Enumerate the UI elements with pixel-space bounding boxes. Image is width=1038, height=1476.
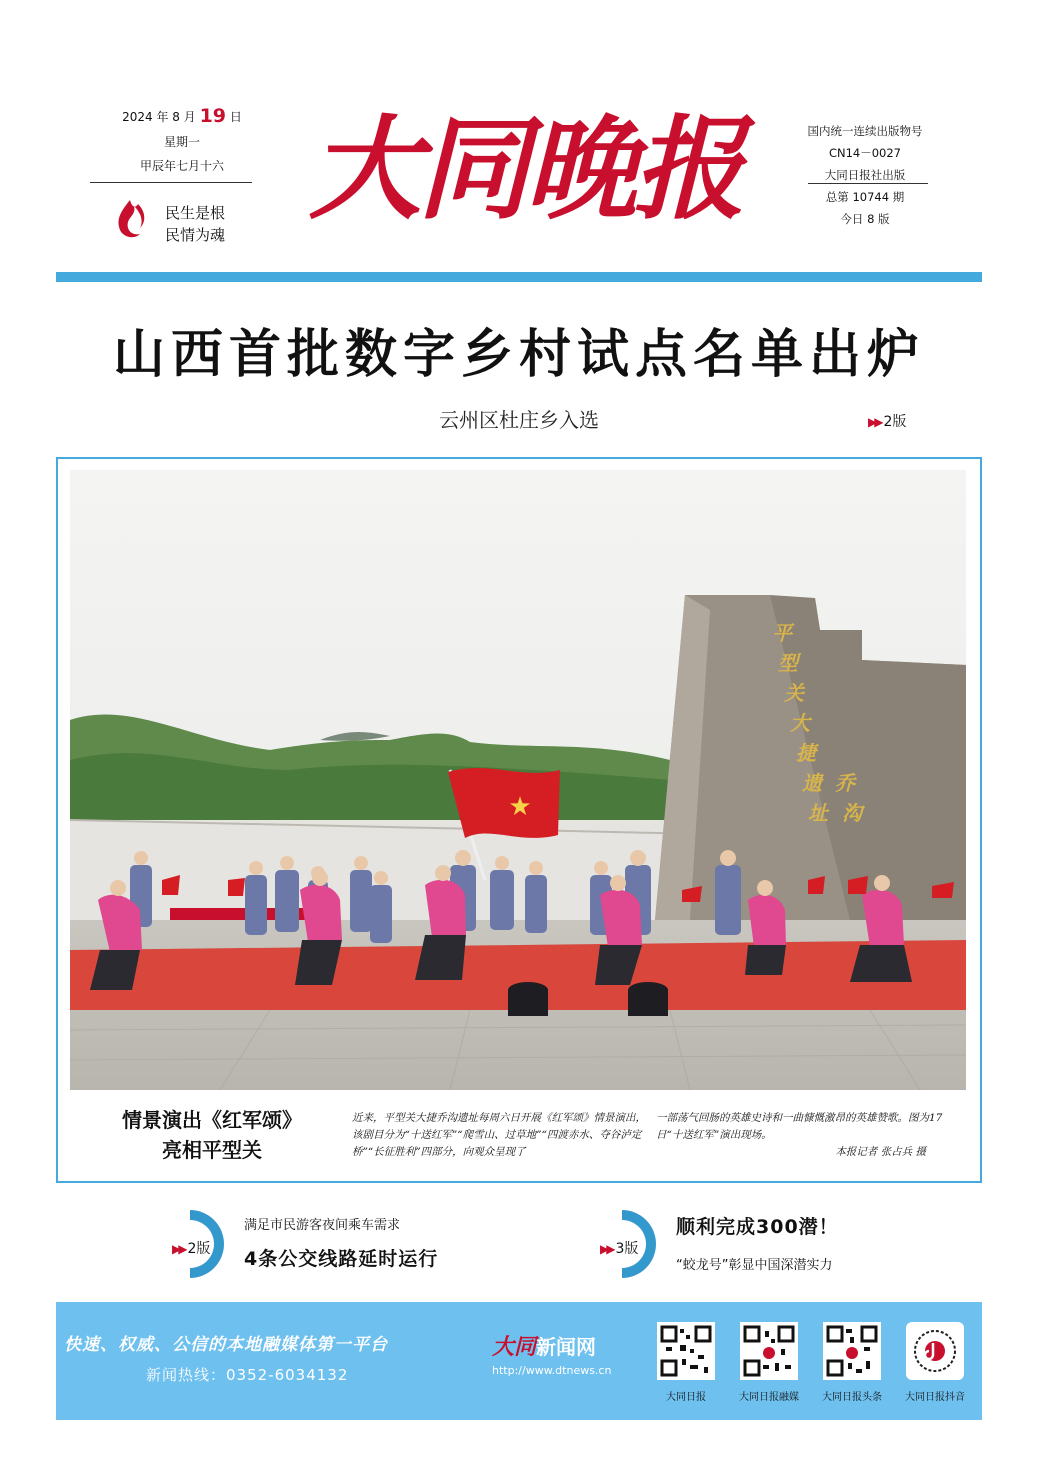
teaser-2-page-ref[interactable]: [600, 1238, 638, 1258]
pub-cn-number: CN14－0027: [828, 146, 902, 160]
masthead-bar: [56, 272, 982, 282]
flame-logo-icon: [112, 198, 148, 240]
teaser-1-page-ref-label: 2版: [187, 1241, 211, 1257]
monument-char: 遗: [802, 771, 822, 795]
dtnews-logo-text: 新闻网: [536, 1335, 597, 1359]
qr-code-icon[interactable]: [740, 1322, 798, 1380]
svg-text:★: ★: [508, 792, 532, 822]
monument-char: 址: [808, 801, 828, 825]
footer-slogan: 快速、权威、公信的本地融媒体第一平台: [64, 1335, 388, 1355]
motto-line-1: 民生是根: [165, 204, 226, 222]
publication-info: [790, 120, 940, 230]
teaser-2-kicker: “蛟龙号”彰显中国深潜实力: [676, 1258, 833, 1273]
lead-subheadline: 云州区杜庄乡入选: [439, 408, 599, 432]
teaser-1-kicker: 满足市民游客夜间乘车需求: [244, 1218, 401, 1233]
monument-char: 捷: [796, 741, 816, 765]
qr-label: 大同日报融媒: [739, 1392, 799, 1403]
page-arrow-icon: ▶▶: [600, 1242, 613, 1256]
qr-code-icon[interactable]: [823, 1322, 881, 1380]
date-suffix: 日: [229, 110, 242, 124]
monument-char: 大: [790, 711, 810, 735]
pub-publisher: 大同日报社出版: [824, 168, 906, 182]
pub-registration-label: 国内统一连续出版物号: [807, 124, 923, 138]
page-arrow-icon: ▶▶: [868, 415, 881, 429]
motto-line-2: 民情为魂: [165, 226, 226, 244]
dtnews-logo[interactable]: [492, 1330, 596, 1361]
lead-page-ref[interactable]: [868, 411, 906, 431]
date-day: 19: [199, 105, 227, 127]
teaser-2-page-ref-label: 3版: [615, 1241, 639, 1257]
photo-story-title[interactable]: [92, 1105, 332, 1165]
monument-char: 沟: [842, 801, 862, 825]
pub-issue-number: 总第 10744 期: [825, 190, 905, 204]
lead-headline[interactable]: 山西首批数字乡村试点名单出炉: [112, 325, 925, 385]
photo-story-body-text: 一部荡气回肠的英雄史诗和一曲慷慨激昂的英雄赞歌。图为17日“十送红军”演出现场。: [656, 1112, 943, 1141]
qr-code-icon[interactable]: [657, 1322, 715, 1380]
footer-url[interactable]: http://www.dtnews.cn: [492, 1364, 612, 1377]
monument-char: 乔: [835, 771, 855, 795]
photo-story-title-line-1: 情景演出《红军颂》: [122, 1108, 302, 1132]
teaser-1-page-ref[interactable]: [172, 1238, 210, 1258]
pub-page-count: 今日 8 版: [840, 212, 890, 226]
monument-char: 型: [778, 651, 798, 675]
performance-photo[interactable]: [70, 470, 966, 1090]
monument-char: 平: [772, 621, 792, 645]
lead-page-ref-label: 2版: [883, 414, 907, 430]
photo-credit: 本报记者 张占兵 摄: [835, 1146, 926, 1158]
qr-label: 大同日报头条: [822, 1392, 882, 1403]
monument-char: 关: [784, 681, 804, 705]
photo-story-body-col-1: 近来，平型关大捷乔沟遗址每周六日开展《红军颂》情景演出，该剧目分为“十送红军”“爬雪山、过草地”“四渡赤水、夺谷泸定桥”“长征胜利”四部分，向观众呈现了: [352, 1112, 646, 1158]
douyin-qr-icon[interactable]: [906, 1322, 964, 1380]
weekday: 星期一: [163, 135, 200, 149]
issue-date: [112, 104, 252, 129]
date-prefix: 2024 年 8 月: [122, 110, 196, 124]
newspaper-title: 大同晚报: [309, 104, 741, 235]
masthead-divider-right: [808, 183, 928, 184]
page-arrow-icon: ▶▶: [172, 1242, 185, 1256]
qr-label: 大同日报: [666, 1392, 706, 1403]
qr-label: 大同日报抖音: [905, 1392, 965, 1403]
teaser-2-headline[interactable]: 顺利完成300潜！: [676, 1216, 839, 1238]
motto: [165, 202, 225, 246]
footer-hotline: 新闻热线：0352-6034132: [146, 1366, 349, 1384]
photo-story-title-line-2: 亮相平型关: [162, 1138, 262, 1162]
lunar-date: 甲辰年七月十六: [139, 159, 224, 173]
photo-story-body-col-2: [656, 1110, 966, 1161]
masthead-divider-left: [90, 182, 252, 183]
teaser-1-headline[interactable]: 4条公交线路延时运行: [244, 1248, 439, 1270]
dtnews-logo-red: 大同: [492, 1335, 537, 1360]
